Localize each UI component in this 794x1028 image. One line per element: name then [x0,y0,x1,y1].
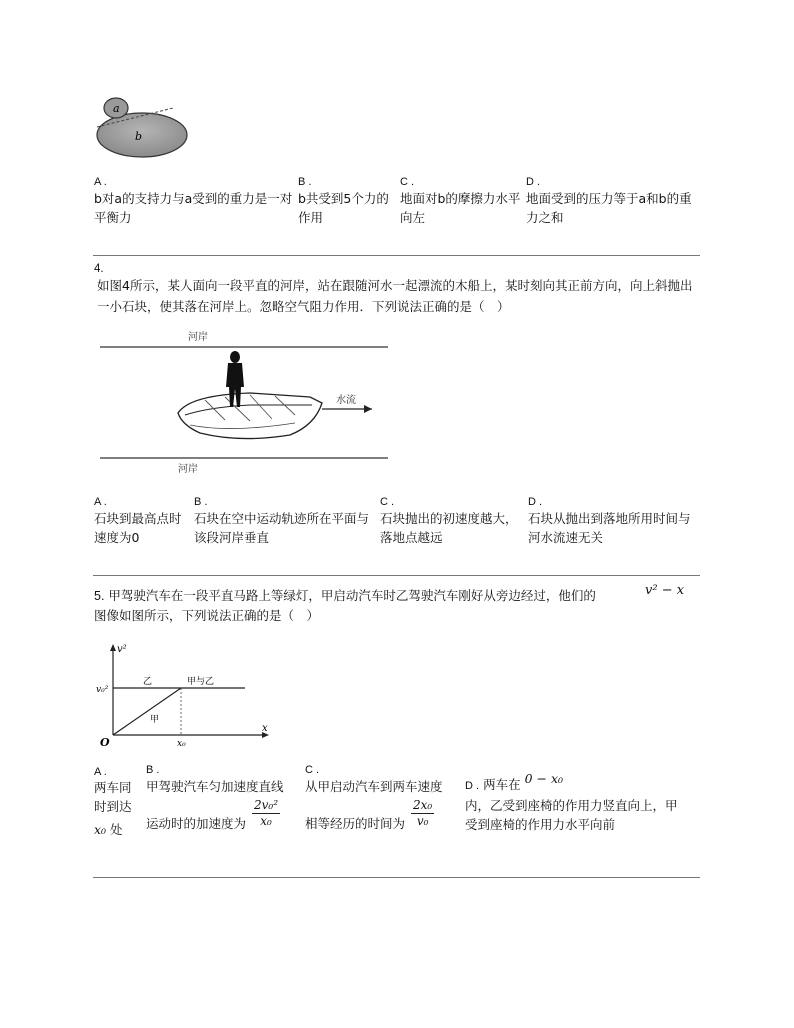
q4-option-c-letter: C . [380,496,395,508]
q4-option-b-letter: B . [194,496,208,508]
q5-stem-math: v² − x [645,583,685,598]
divider [93,255,700,256]
q3-option-b-text[interactable]: b共受到5个力的作用 [298,191,389,225]
q4-number: 4. [94,263,104,275]
x-axis-label: x [262,723,268,734]
q5-option-a-math: x₀ [94,822,107,837]
q3-option-d-text[interactable]: 地面受到的压力等于a和b的重力之和 [526,191,692,225]
q5-option-c-line2: 相等经历的时间为 [305,816,406,831]
q5-option-a-letter: A . [94,766,107,778]
fraction-numerator: 2x₀ [413,798,433,812]
label-both: 甲与乙 [187,677,215,687]
q4-option-a-letter: A . [94,496,107,508]
bank-bottom-label: 河岸 [178,464,198,475]
q5-stem-line2: 图像如图所示，下列说法正确的是（ ） [94,608,320,623]
current-label: 水流 [336,395,356,406]
q3-option-b-letter: B . [298,176,312,188]
q4-option-d-text[interactable]: 石块从抛出到落地所用时间与河水流速无关 [528,511,691,545]
q5-option-d-line3: 受到座椅的作用力水平向前 [465,817,616,832]
q5-option-c-line1: 从甲启动汽车到两车速度 [305,779,443,794]
q5-option-a-line1: 两车同 [94,780,132,795]
q5-option-c-letter: C . [305,764,320,776]
q3-option-c-text[interactable]: 地面对b的摩擦力水平向左 [400,191,521,225]
q5-chart [95,640,275,752]
label-b: b [135,130,143,143]
q5-option-b[interactable] [146,777,301,833]
q4-figure [100,325,390,475]
q3-option-a-letter: A . [94,176,107,188]
q5-option-a-line3: 处 [110,822,123,837]
q5-option-c[interactable] [305,777,460,833]
x-tick-label: x₀ [177,739,186,749]
series-jia [113,688,181,735]
q5-option-b-line1: 甲驾驶汽车匀加速度直线 [146,779,284,794]
q4-stem: 如图4所示，某人面向一段平直的河岸，站在跟随河水一起漂流的木船上，某时刻向其正前方向，向上斜抛出一小石块，使其落在河岸上。忽略空气阻力作用．下列说法正确的是（ ） [97,278,693,314]
q3-figure [95,92,205,162]
q5-stem-text1: 甲驾驶汽车在一段平直马路上等绿灯，甲启动汽车时乙驾驶汽车刚好从旁边经过，他们的 [108,588,596,603]
q5-option-d-letter: D . [465,780,480,792]
q5-option-d-line2: 内，乙受到座椅的作用力竖直向上，甲 [465,798,678,813]
fraction-denominator: v₀ [416,814,429,828]
q4-option-a-text[interactable]: 石块到最高点时速度为0 [94,511,182,545]
label-yi: 乙 [143,677,153,687]
divider [93,877,700,878]
q5-option-b-fraction [252,798,280,829]
fraction-denominator: x₀ [260,814,272,828]
origin-label: O [100,736,110,749]
q4-option-b-text[interactable]: 石块在空中运动轨迹所在平面与该段河岸垂直 [194,511,370,545]
q3-option-d-letter: D . [526,176,541,188]
q5-option-d[interactable] [465,771,700,834]
q5-option-d-prefix: 两车在 [483,777,521,792]
q3-option-c-letter: C . [400,176,415,188]
y-tick-label: v₀² [96,685,109,695]
q4-option-c-text[interactable]: 石块抛出的初速度越大，落地点越远 [380,511,518,545]
label-a: a [113,102,120,115]
bank-top-label: 河岸 [188,332,208,343]
q5-option-b-line2: 运动时的加速度为 [146,816,247,831]
q5-number: 5. [94,589,105,603]
boat-hull [178,393,322,439]
q5-option-a-line2: 时到达 [94,799,132,814]
q3-option-a-text[interactable]: b对a的支持力与a受到的重力是一对平衡力 [94,191,293,225]
q5-option-a[interactable] [94,778,144,839]
label-jia: 甲 [150,715,160,725]
q5-stem-line1 [94,585,654,607]
divider [93,575,700,576]
q5-option-b-letter: B . [146,764,160,776]
q5-option-d-math: 0 − x₀ [524,771,564,786]
fraction-numerator: 2v₀² [254,798,279,812]
q4-option-d-letter: D . [528,496,543,508]
q5-option-c-fraction [411,798,434,829]
y-axis-label: v² [117,644,127,655]
person-head [230,351,240,363]
